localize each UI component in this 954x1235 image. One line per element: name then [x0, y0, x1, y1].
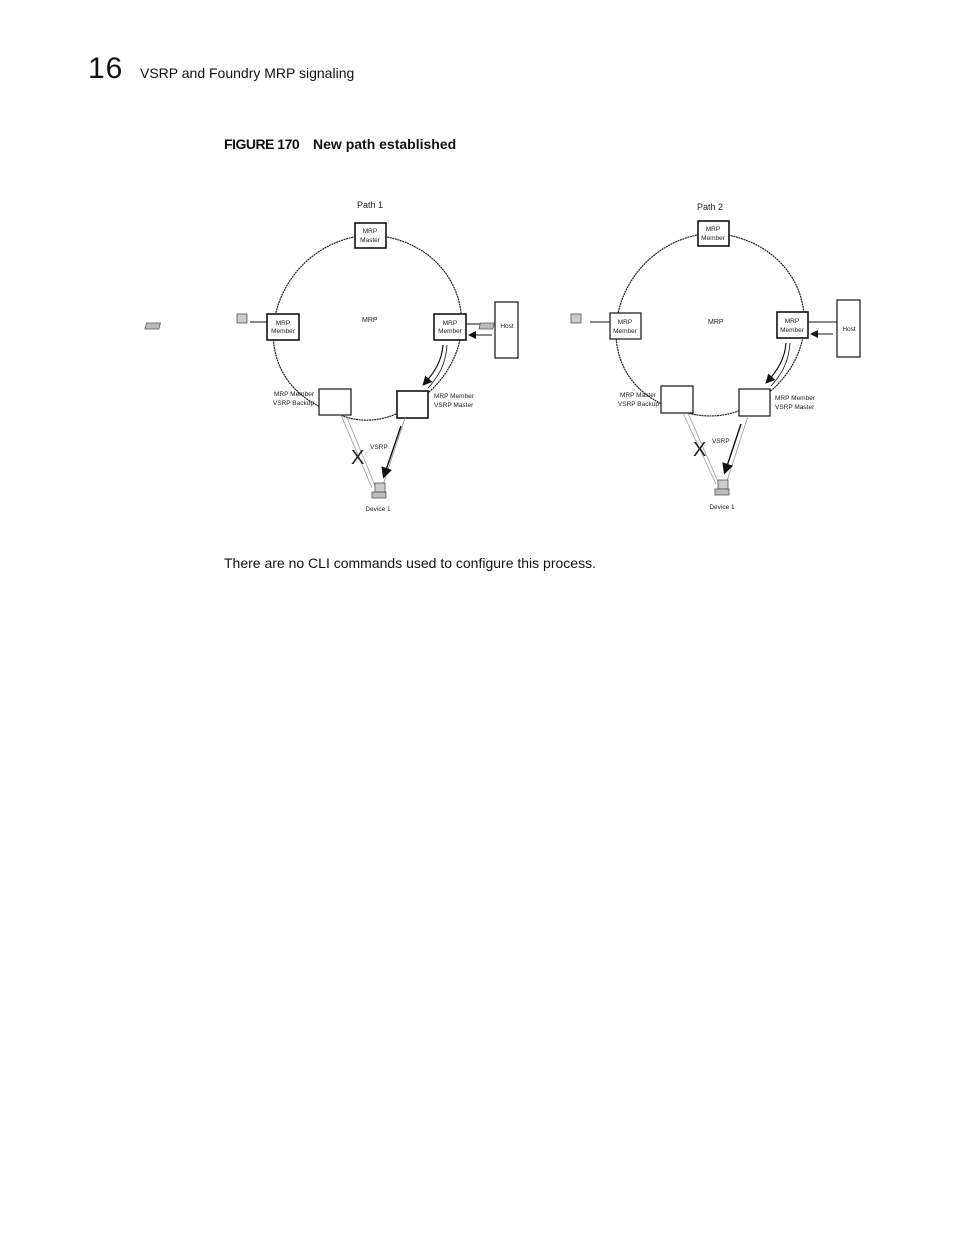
svg-text:MRP: MRP	[617, 319, 633, 326]
network-diagram	[0, 0, 954, 540]
svg-text:MRP: MRP	[784, 318, 800, 325]
svg-text:MRP Master: MRP Master	[620, 392, 656, 399]
path-1-device-label: Device 1	[365, 506, 391, 513]
chapter-number: 16	[88, 52, 124, 85]
svg-text:Member: Member	[438, 328, 462, 335]
svg-text:VSRP Backup: VSRP Backup	[617, 401, 659, 408]
path-1-top-node	[355, 223, 386, 248]
pc-icon	[479, 314, 581, 329]
path-2-host	[837, 300, 860, 357]
svg-text:MRP: MRP	[705, 226, 721, 233]
svg-text:MRP: MRP	[442, 320, 458, 327]
path-1-vsrp-label: VSRP	[370, 444, 388, 451]
path-2-device-label: Device 1	[709, 504, 735, 511]
svg-text:VSRP Master: VSRP Master	[434, 402, 474, 409]
diagram-path-1	[145, 200, 518, 513]
svg-text:MRP: MRP	[362, 228, 378, 235]
device-icon	[715, 480, 729, 495]
svg-text:MRP Member: MRP Member	[434, 393, 474, 400]
svg-text:MRP Member: MRP Member	[274, 391, 314, 398]
body-paragraph: There are no CLI commands used to configure this process.	[224, 555, 596, 571]
path-2-top-node	[698, 221, 729, 246]
svg-text:Master: Master	[360, 237, 380, 244]
svg-text:Member: Member	[271, 328, 295, 335]
path-2-ring-label: MRP	[708, 319, 724, 326]
chapter-title: VSRP and Foundry MRP signaling	[140, 65, 355, 81]
path-1-bottom-left-node	[319, 389, 351, 415]
path-1-right-node	[434, 314, 466, 340]
path-2-vsrp-label: VSRP	[712, 438, 730, 445]
svg-text:Member: Member	[613, 328, 637, 335]
svg-text:Member: Member	[780, 327, 804, 334]
path-2-right-node	[777, 312, 808, 338]
path-2-bottom-left-node	[661, 386, 693, 413]
path-1-host	[495, 302, 518, 358]
svg-text:MRP: MRP	[275, 320, 291, 327]
path-1-left-node	[267, 314, 299, 340]
figure-label: FIGURE 170	[224, 136, 300, 152]
svg-text:VSRP Master: VSRP Master	[775, 404, 815, 411]
svg-text:VSRP Backup: VSRP Backup	[272, 400, 314, 407]
device-icon	[372, 483, 386, 498]
path-2-bottom-right-node	[739, 389, 770, 416]
path-1-x-mark: X	[351, 447, 365, 469]
path-1-bottom-right-node	[397, 391, 428, 418]
figure-title: New path established	[313, 136, 457, 152]
path-1-label: Path 1	[357, 200, 384, 210]
path-2-x-mark: X	[693, 439, 707, 461]
path-2-left-node	[610, 313, 641, 339]
svg-text:MRP Member: MRP Member	[775, 395, 815, 402]
path-2-label: Path 2	[697, 202, 724, 212]
path-1-ring-label: MRP	[362, 317, 378, 324]
diagram-path-2	[479, 202, 860, 511]
svg-text:Member: Member	[701, 235, 725, 242]
svg-text:Host: Host	[500, 323, 514, 330]
svg-text:Host: Host	[842, 326, 856, 333]
pc-icon	[145, 314, 247, 329]
